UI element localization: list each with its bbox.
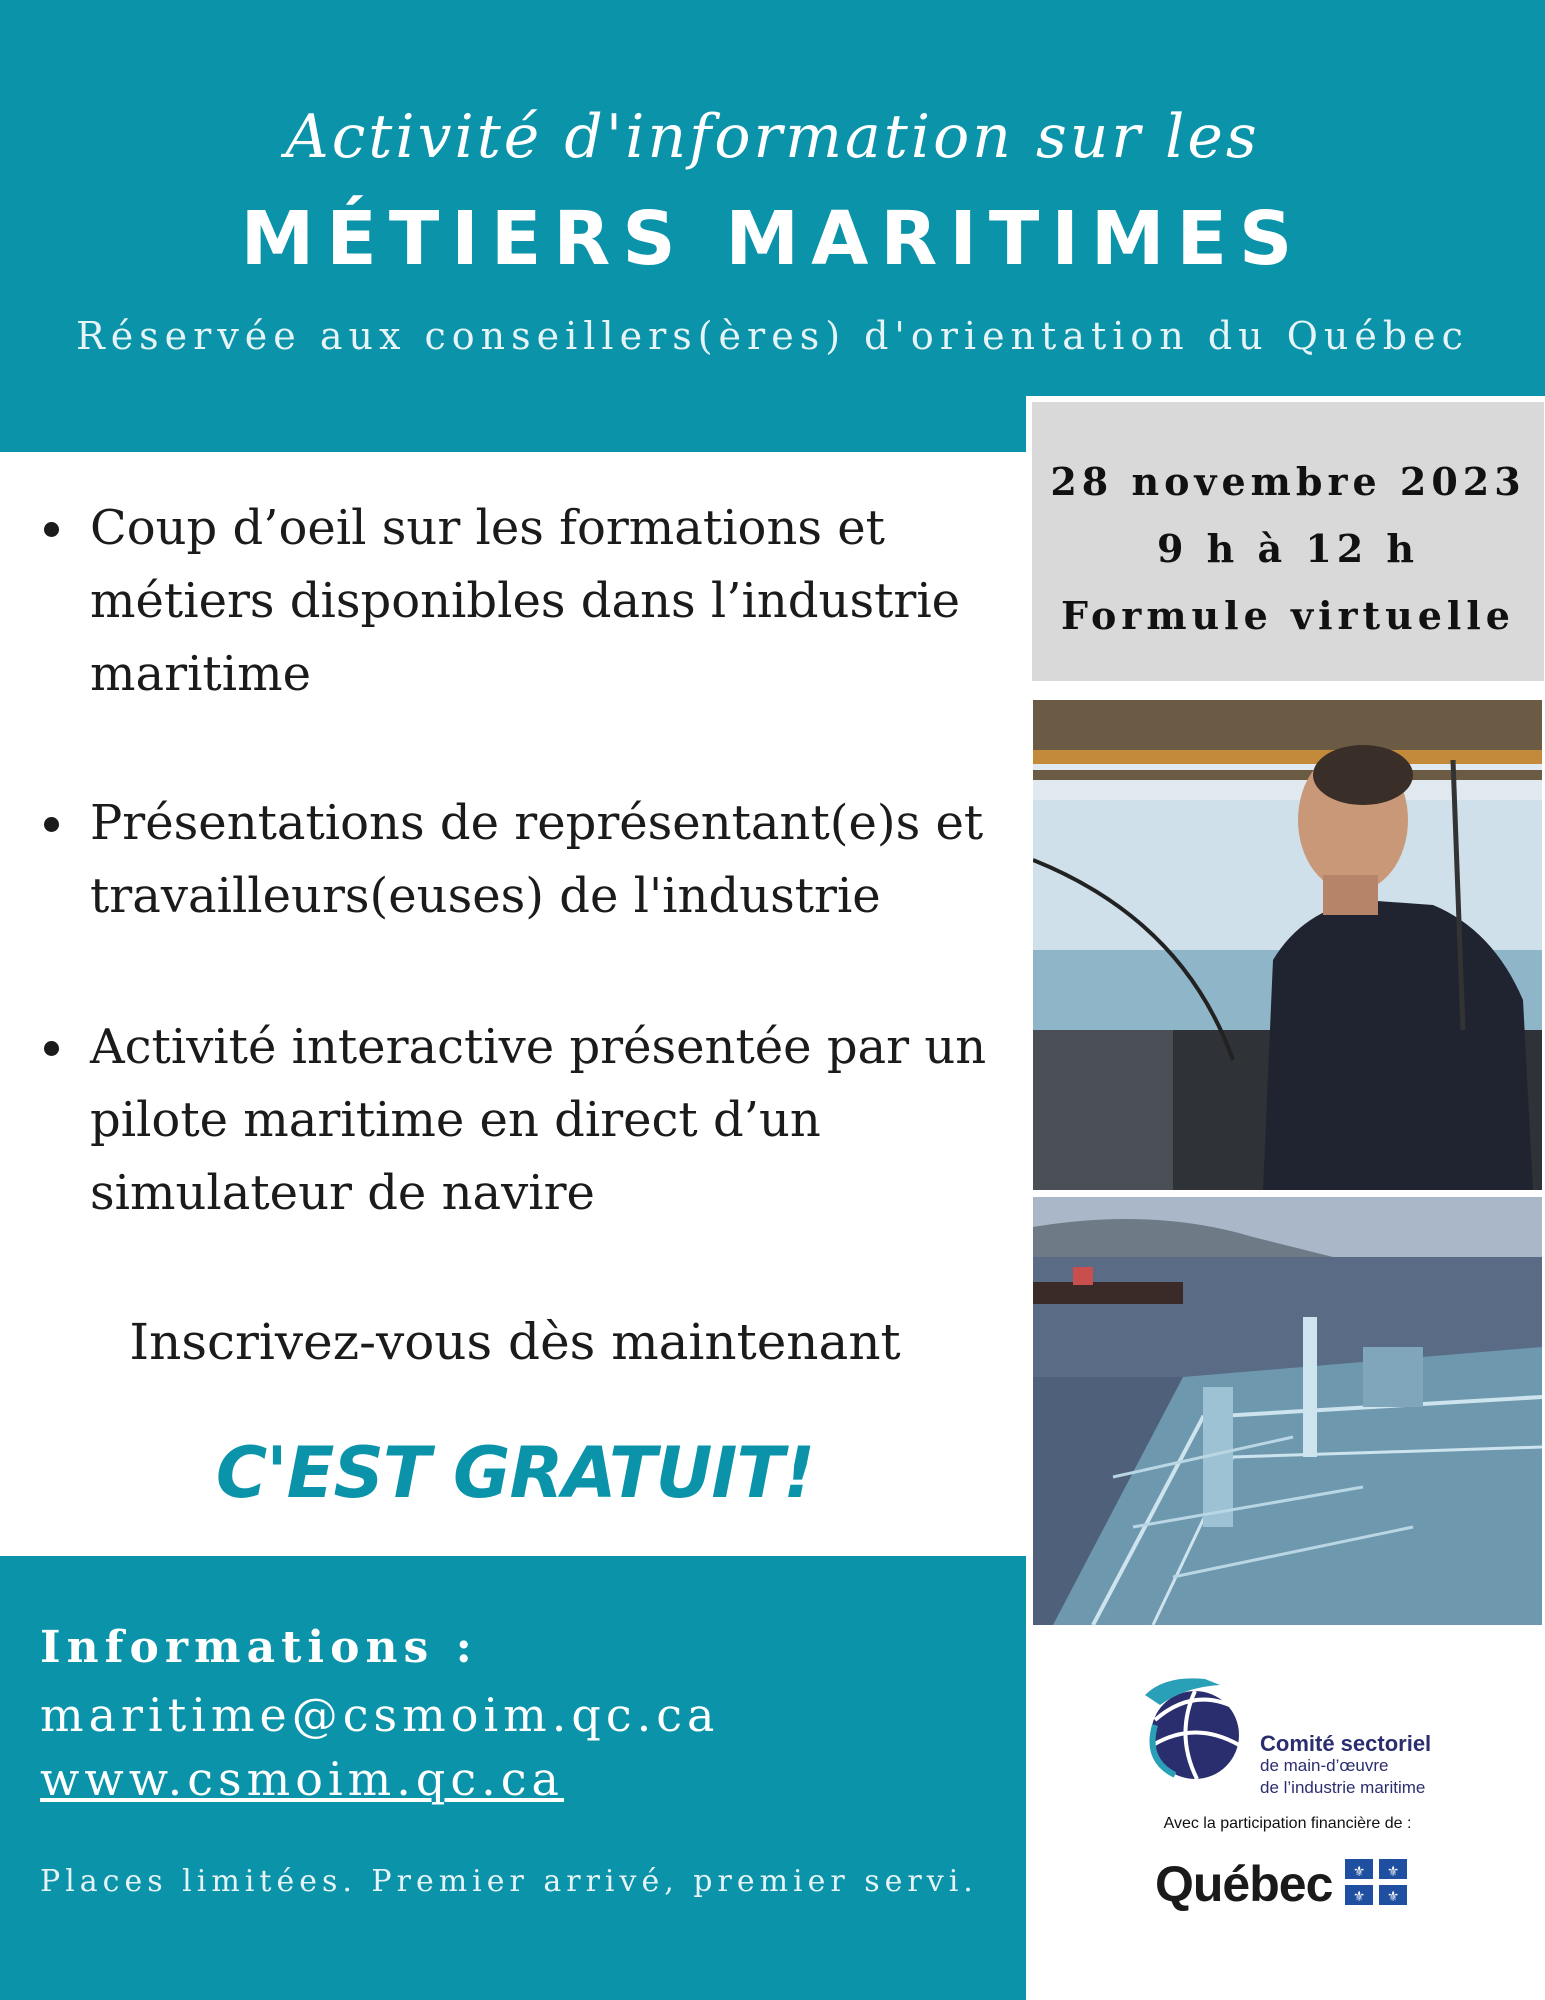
event-details-box — [1032, 402, 1544, 681]
header-banner — [0, 0, 1545, 452]
website-link[interactable]: www.csmoim.qc.ca — [40, 1752, 564, 1806]
list-item — [40, 492, 1000, 711]
csmoim-logo — [1125, 1665, 1505, 1797]
bullet-icon — [44, 817, 59, 832]
svg-text:⚜: ⚜ — [1352, 1889, 1366, 1905]
header-subtitle: Réservée aux conseillers(ères) d'orientation du Québec — [76, 314, 1469, 358]
funding-text: Avec la participation financière de : — [1163, 1815, 1412, 1832]
list-item — [40, 787, 1000, 933]
limited-places-note: Places limitées. Premier arrivé, premier servi. — [40, 1864, 978, 1899]
svg-text:⚜: ⚜ — [1352, 1864, 1366, 1880]
header-kicker: Activité d'information sur les — [285, 102, 1260, 172]
org-line-2: de main-d’œuvre — [1260, 1756, 1389, 1775]
email-link[interactable]: maritime@csmoim.qc.ca — [40, 1688, 720, 1742]
info-label: Informations : — [40, 1622, 478, 1673]
free-banner: C'EST GRATUIT! — [215, 1432, 815, 1514]
bullet-icon — [44, 1041, 59, 1056]
event-date: 28 novembre 2023 — [1050, 459, 1526, 504]
page-title: MÉTIERS MARITIMES — [240, 196, 1305, 282]
photo-ship-pilot — [1033, 700, 1542, 1190]
org-name — [1260, 1733, 1431, 1799]
footer-contact — [0, 1556, 1026, 2000]
quebec-logo — [1155, 1855, 1415, 1915]
globe-ship-icon — [1125, 1665, 1255, 1785]
org-line-3: de l’industrie maritime — [1260, 1778, 1426, 1797]
registration-cta: Inscrivez-vous dès maintenant — [129, 1313, 901, 1371]
quebec-wordmark: Québec — [1155, 1856, 1333, 1912]
event-time: 9 h à 12 h — [1156, 526, 1420, 571]
list-item-text: Coup d’oeil sur les formations et métiers disponibles dans l’industrie maritime — [90, 500, 961, 702]
org-line-1: Comité sectoriel — [1260, 1731, 1432, 1756]
list-item — [40, 1011, 1000, 1230]
svg-text:⚜: ⚜ — [1386, 1889, 1400, 1905]
list-item-text: Présentations de représentant(e)s et travailleurs(euses) de l'industrie — [90, 795, 984, 924]
svg-text:⚜: ⚜ — [1386, 1864, 1400, 1880]
list-item-text: Activité interactive présentée par un pilote maritime en direct d’un simulateur de navire — [90, 1019, 987, 1221]
bullet-icon — [44, 522, 59, 537]
fleur-de-lis-flag-icon — [1345, 1859, 1407, 1905]
photo-tanker-deck — [1033, 1197, 1542, 1625]
event-format: Formule virtuelle — [1061, 593, 1515, 638]
